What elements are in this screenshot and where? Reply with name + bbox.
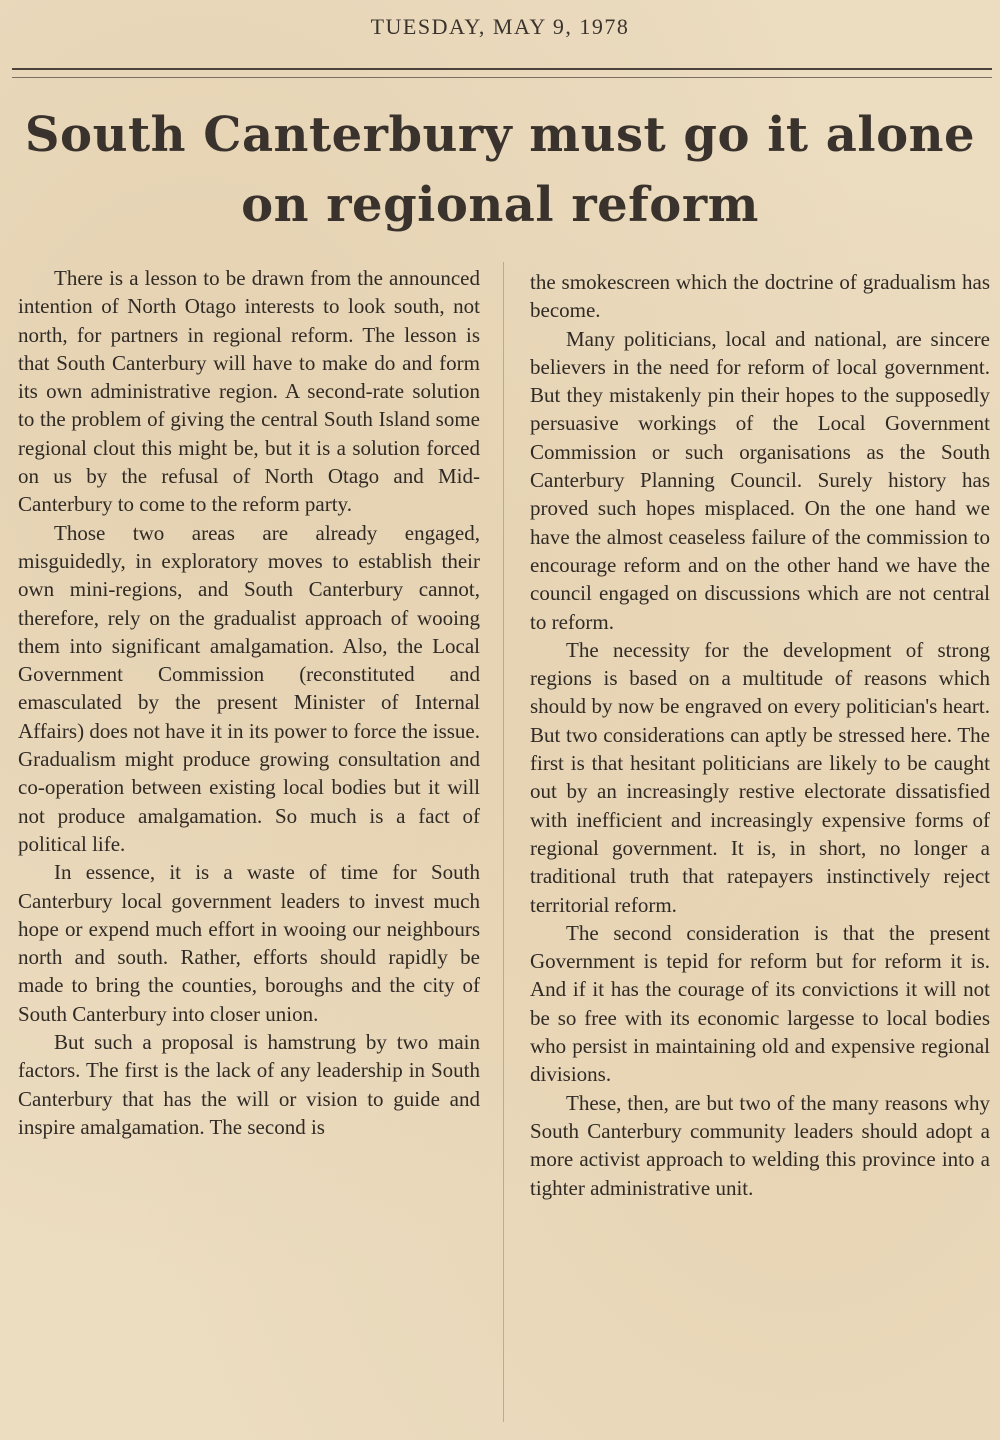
headline-line-2: on regional reform bbox=[241, 177, 759, 233]
paragraph: But such a proposal is hamstrung by two main factors. The first is the lack of any leadership in South Canterbury that has the will or vision to guide and inspire amalgamation. The second is bbox=[18, 1030, 480, 1139]
headline-line-1: South Canterbury must go it alone bbox=[24, 107, 976, 163]
column-divider bbox=[503, 262, 504, 1422]
paragraph: Those two areas are already engaged, misguidedly, in exploratory moves to establish their own mini-regions, and South Canterbury cannot, therefore, rely on the gradualist approach of wooing them into significant amalgamation. Also, the Local Government Commission (reconstituted and emasculated by the present Minister of Internal Affairs) does not have it in its power to force the issue. Gradualism might produce growing consultation and co-operation between existing local bodies but it will not produce amalgamation. So much is a fact of political life. bbox=[18, 520, 480, 856]
paragraph: There is a lesson to be drawn from the announced intention of North Otago interests to look south, not north, for partners in regional reform. The lesson is that South Canterbury will have to make do and form its own administrative region. A second-rate solution to the problem of giving the central South Island some regional clout this might be, but it is a solution forced on us by the refusal of North Otago and Mid-Canterbury to come to the reform party. bbox=[18, 266, 480, 517]
article-column-right bbox=[530, 268, 990, 1202]
paragraph: In essence, it is a waste of time for South Canterbury local government leaders to invest much hope or expend much effort in wooing our neighbours north and south. Rather, efforts should rapidly be made to bring the counties, boroughs and the city of South Canterbury into closer union. bbox=[18, 860, 480, 1026]
article-headline bbox=[0, 100, 1000, 240]
header-rule bbox=[12, 68, 992, 70]
paragraph: Many politicians, local and national, are sincere believers in the need for reform of local government. But they mistakenly pin their hopes to the supposedly persuasive workings of the Local Government Commission or such organisations as the South Canterbury Planning Council. Surely history has proved such hopes misplaced. On the one hand we have the almost ceaseless failure of the commission to encourage reform and on the other hand we have the council engaged on discussions which are not central to reform. bbox=[530, 326, 990, 634]
paragraph: The necessity for the development of strong regions is based on a multitude of reasons which should by now be engraved on every politician's heart. But two considerations can aptly be stressed here. The first is that hesitant politicians are likely to be caught out by an increasingly restive electorate dissatisfied with inefficient and increasingly expensive forms of regional government. It is, in short, no longer a traditional truth that ratepayers instinctively reject territorial reform. bbox=[530, 637, 990, 917]
paragraph: These, then, are but two of the many reasons why South Canterbury community leaders should adopt a more activist approach to welding this province into a tighter administrative unit. bbox=[530, 1090, 990, 1200]
paragraph: The second consideration is that the present Government is tepid for reform but for reform it is. And if it has the courage of its convictions it will not be so free with its economic largesse to local bodies who persist in maintaining old and expensive regional divisions. bbox=[530, 920, 990, 1087]
paragraph-continued: the smokescreen which the doctrine of gradualism has become. bbox=[530, 270, 990, 323]
header-rule-thin bbox=[12, 77, 992, 78]
dateline: TUESDAY, MAY 9, 1978 bbox=[370, 14, 630, 39]
article-column-left bbox=[18, 264, 480, 1141]
